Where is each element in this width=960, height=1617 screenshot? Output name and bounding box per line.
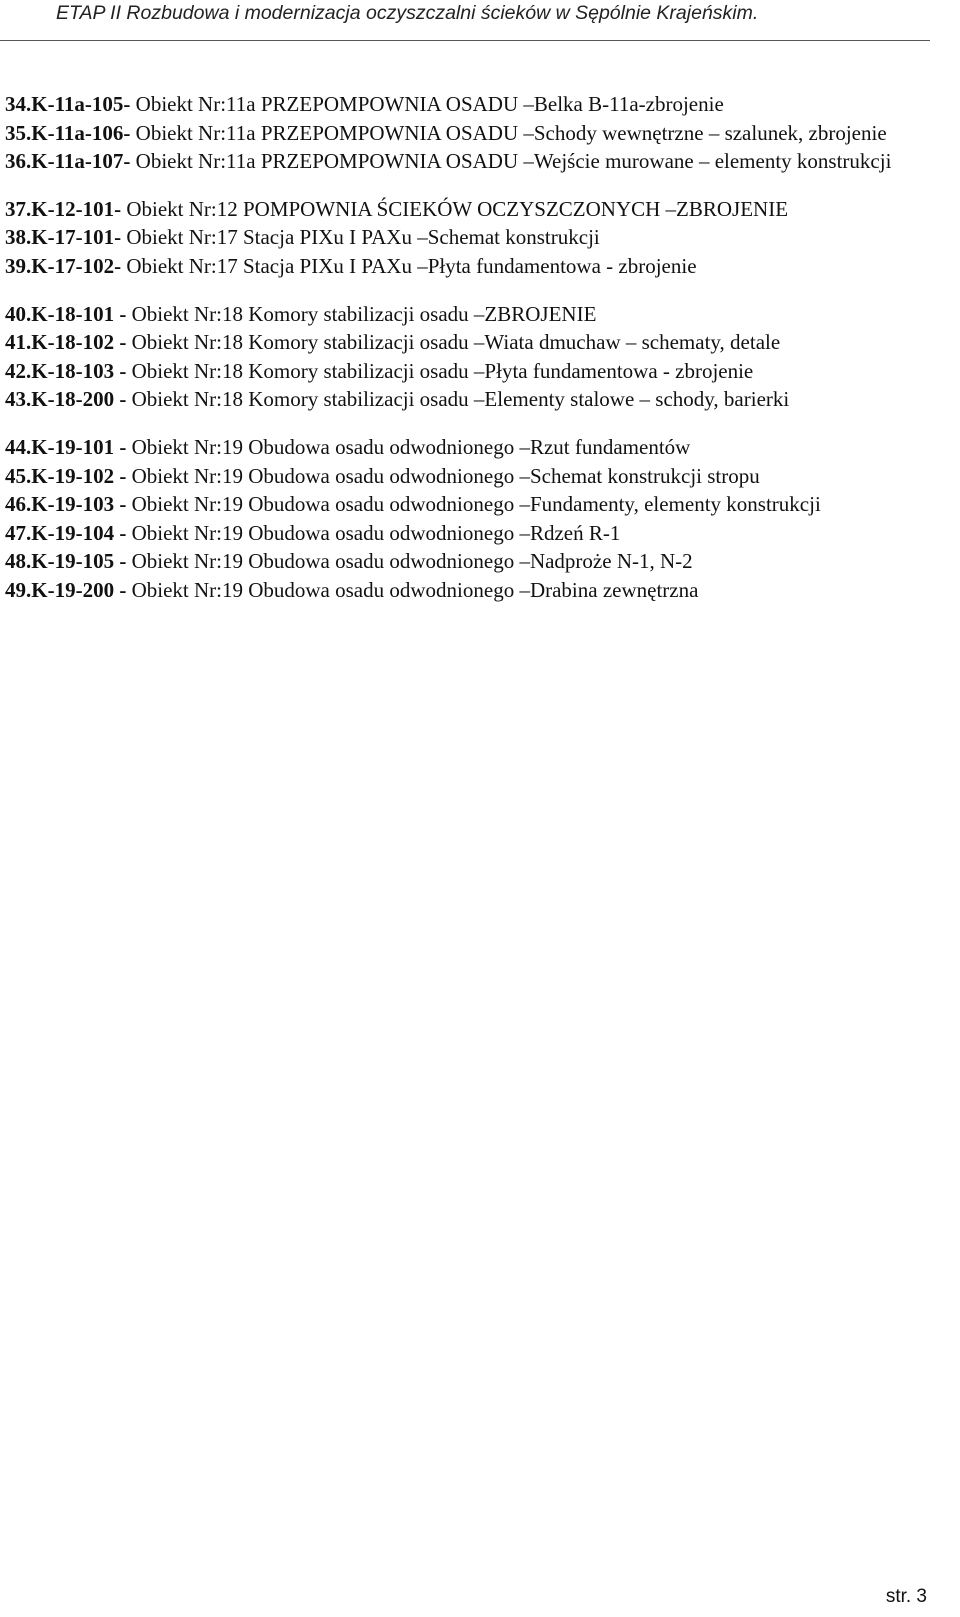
list-item xyxy=(5,252,930,281)
list-item xyxy=(5,385,930,414)
entry-code: 35.K-11a-106- xyxy=(5,120,131,145)
entry-code: 40.K-18-101 - xyxy=(5,301,127,326)
entry-group xyxy=(5,90,930,176)
page-header xyxy=(0,0,930,41)
entry-code: 41.K-18-102 - xyxy=(5,330,127,355)
entry-code: 49.K-19-200 - xyxy=(5,577,127,602)
list-item xyxy=(5,519,930,548)
entry-code: 42.K-18-103 - xyxy=(5,358,127,383)
page-number: str. 3 xyxy=(885,1586,927,1607)
document-body xyxy=(5,90,930,605)
entry-code: 48.K-19-105 - xyxy=(5,549,127,574)
entry-text: Obiekt Nr:19 Obudowa osadu odwodnionego –Rdzeń R-1 xyxy=(126,520,621,545)
entry-code: 43.K-18-200 - xyxy=(5,387,127,412)
list-item xyxy=(5,119,930,148)
entry-text: Obiekt Nr:19 Obudowa osadu odwodnionego –Rzut fundamentów xyxy=(126,434,691,459)
entry-code: 36.K-11a-107- xyxy=(5,149,131,174)
list-item xyxy=(5,433,930,462)
entry-text: Obiekt Nr:17 Stacja PIXu I PAXu –Schemat konstrukcji xyxy=(121,225,600,250)
entry-text: Obiekt Nr:17 Stacja PIXu I PAXu –Płyta fundamentowa - zbrojenie xyxy=(121,253,697,278)
list-item xyxy=(5,90,930,119)
list-item xyxy=(5,357,930,386)
entry-text: Obiekt Nr:18 Komory stabilizacji osadu –Wiata dmuchaw – schematy, detale xyxy=(126,330,781,355)
entry-group xyxy=(5,195,930,281)
entry-group xyxy=(5,300,930,414)
entry-code: 38.K-17-101- xyxy=(5,225,122,250)
entry-text: Obiekt Nr:11a PRZEPOMPOWNIA OSADU –Schody wewnętrzne – szalunek, zbrojenie xyxy=(130,120,887,145)
list-item xyxy=(5,547,930,576)
entry-text: Obiekt Nr:19 Obudowa osadu odwodnionego –Fundamenty, elementy konstrukcji xyxy=(126,492,821,517)
entry-code: 34.K-11a-105- xyxy=(5,92,131,116)
entry-code: 39.K-17-102- xyxy=(5,253,122,278)
entry-code: 44.K-19-101 - xyxy=(5,434,127,459)
header-title: ETAP II Rozbudowa i modernizacja oczyszczalni ścieków w Sępólnie Krajeńskim. xyxy=(56,2,759,24)
entry-text: Obiekt Nr:11a PRZEPOMPOWNIA OSADU –Wejście murowane – elementy konstrukcji xyxy=(130,149,892,174)
list-item xyxy=(5,462,930,491)
entry-text: Obiekt Nr:18 Komory stabilizacji osadu –Elementy stalowe – schody, barierki xyxy=(126,387,790,412)
entry-text: Obiekt Nr:18 Komory stabilizacji osadu –Płyta fundamentowa - zbrojenie xyxy=(126,358,754,383)
entry-text: Obiekt Nr:19 Obudowa osadu odwodnionego –Nadproże N-1, N-2 xyxy=(126,549,693,574)
entry-text: Obiekt Nr:11a PRZEPOMPOWNIA OSADU –Belka B-11a-zbrojenie xyxy=(130,92,724,116)
entry-text: Obiekt Nr:19 Obudowa osadu odwodnionego –Drabina zewnętrzna xyxy=(126,577,699,602)
entry-code: 37.K-12-101- xyxy=(5,196,122,221)
entry-text: Obiekt Nr:18 Komory stabilizacji osadu –ZBROJENIE xyxy=(126,301,597,326)
list-item xyxy=(5,576,930,605)
list-item xyxy=(5,147,930,176)
list-item xyxy=(5,300,930,329)
list-item xyxy=(5,195,930,224)
list-item xyxy=(5,490,930,519)
entry-text: Obiekt Nr:19 Obudowa osadu odwodnionego –Schemat konstrukcji stropu xyxy=(126,463,760,488)
entry-code: 46.K-19-103 - xyxy=(5,492,127,517)
entry-code: 47.K-19-104 - xyxy=(5,520,127,545)
entry-group xyxy=(5,433,930,605)
entry-text: Obiekt Nr:12 POMPOWNIA ŚCIEKÓW OCZYSZCZONYCH –ZBROJENIE xyxy=(121,196,789,221)
list-item xyxy=(5,223,930,252)
entry-code: 45.K-19-102 - xyxy=(5,463,127,488)
list-item xyxy=(5,328,930,357)
